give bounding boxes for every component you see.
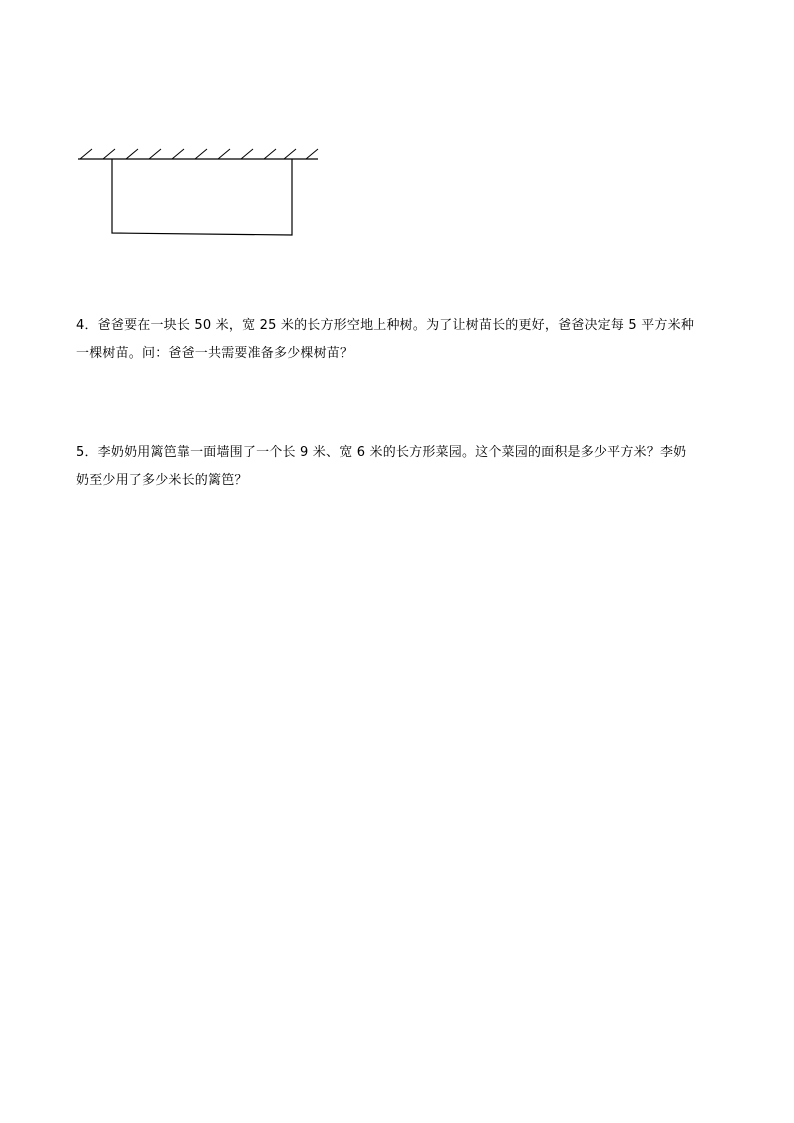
wall-garden-svg [74, 140, 324, 240]
fence-outline [112, 159, 292, 235]
hatch-mark [195, 149, 207, 159]
wall-garden-diagram [74, 140, 324, 240]
hatch-mark [306, 149, 318, 159]
hatch-mark [172, 149, 184, 159]
question-4-line-2: 一棵树苗。问：爸爸一共需要准备多少棵树苗？ [76, 346, 354, 361]
hatch-mark [284, 149, 296, 159]
question-4 [76, 312, 722, 368]
question-5 [76, 439, 722, 495]
hatch-mark [218, 149, 230, 159]
wall-hatching [80, 149, 318, 159]
question-5-line-1: 5．李奶奶用篱笆靠一面墙围了一个长 9 米、宽 6 米的长方形菜园。这个菜园的面积是多少平方米？李奶 [76, 445, 687, 460]
hatch-mark [149, 149, 161, 159]
hatch-mark [103, 149, 115, 159]
hatch-mark [241, 149, 253, 159]
question-4-line-1: 4．爸爸要在一块长 50 米，宽 25 米的长方形空地上种树。为了让树苗长的更好，爸爸决定每 5 平方米种 [76, 318, 695, 333]
question-5-line-2: 奶至少用了多少米长的篱笆？ [76, 473, 248, 488]
hatch-mark [126, 149, 138, 159]
hatch-mark [80, 149, 92, 159]
hatch-mark [264, 149, 276, 159]
